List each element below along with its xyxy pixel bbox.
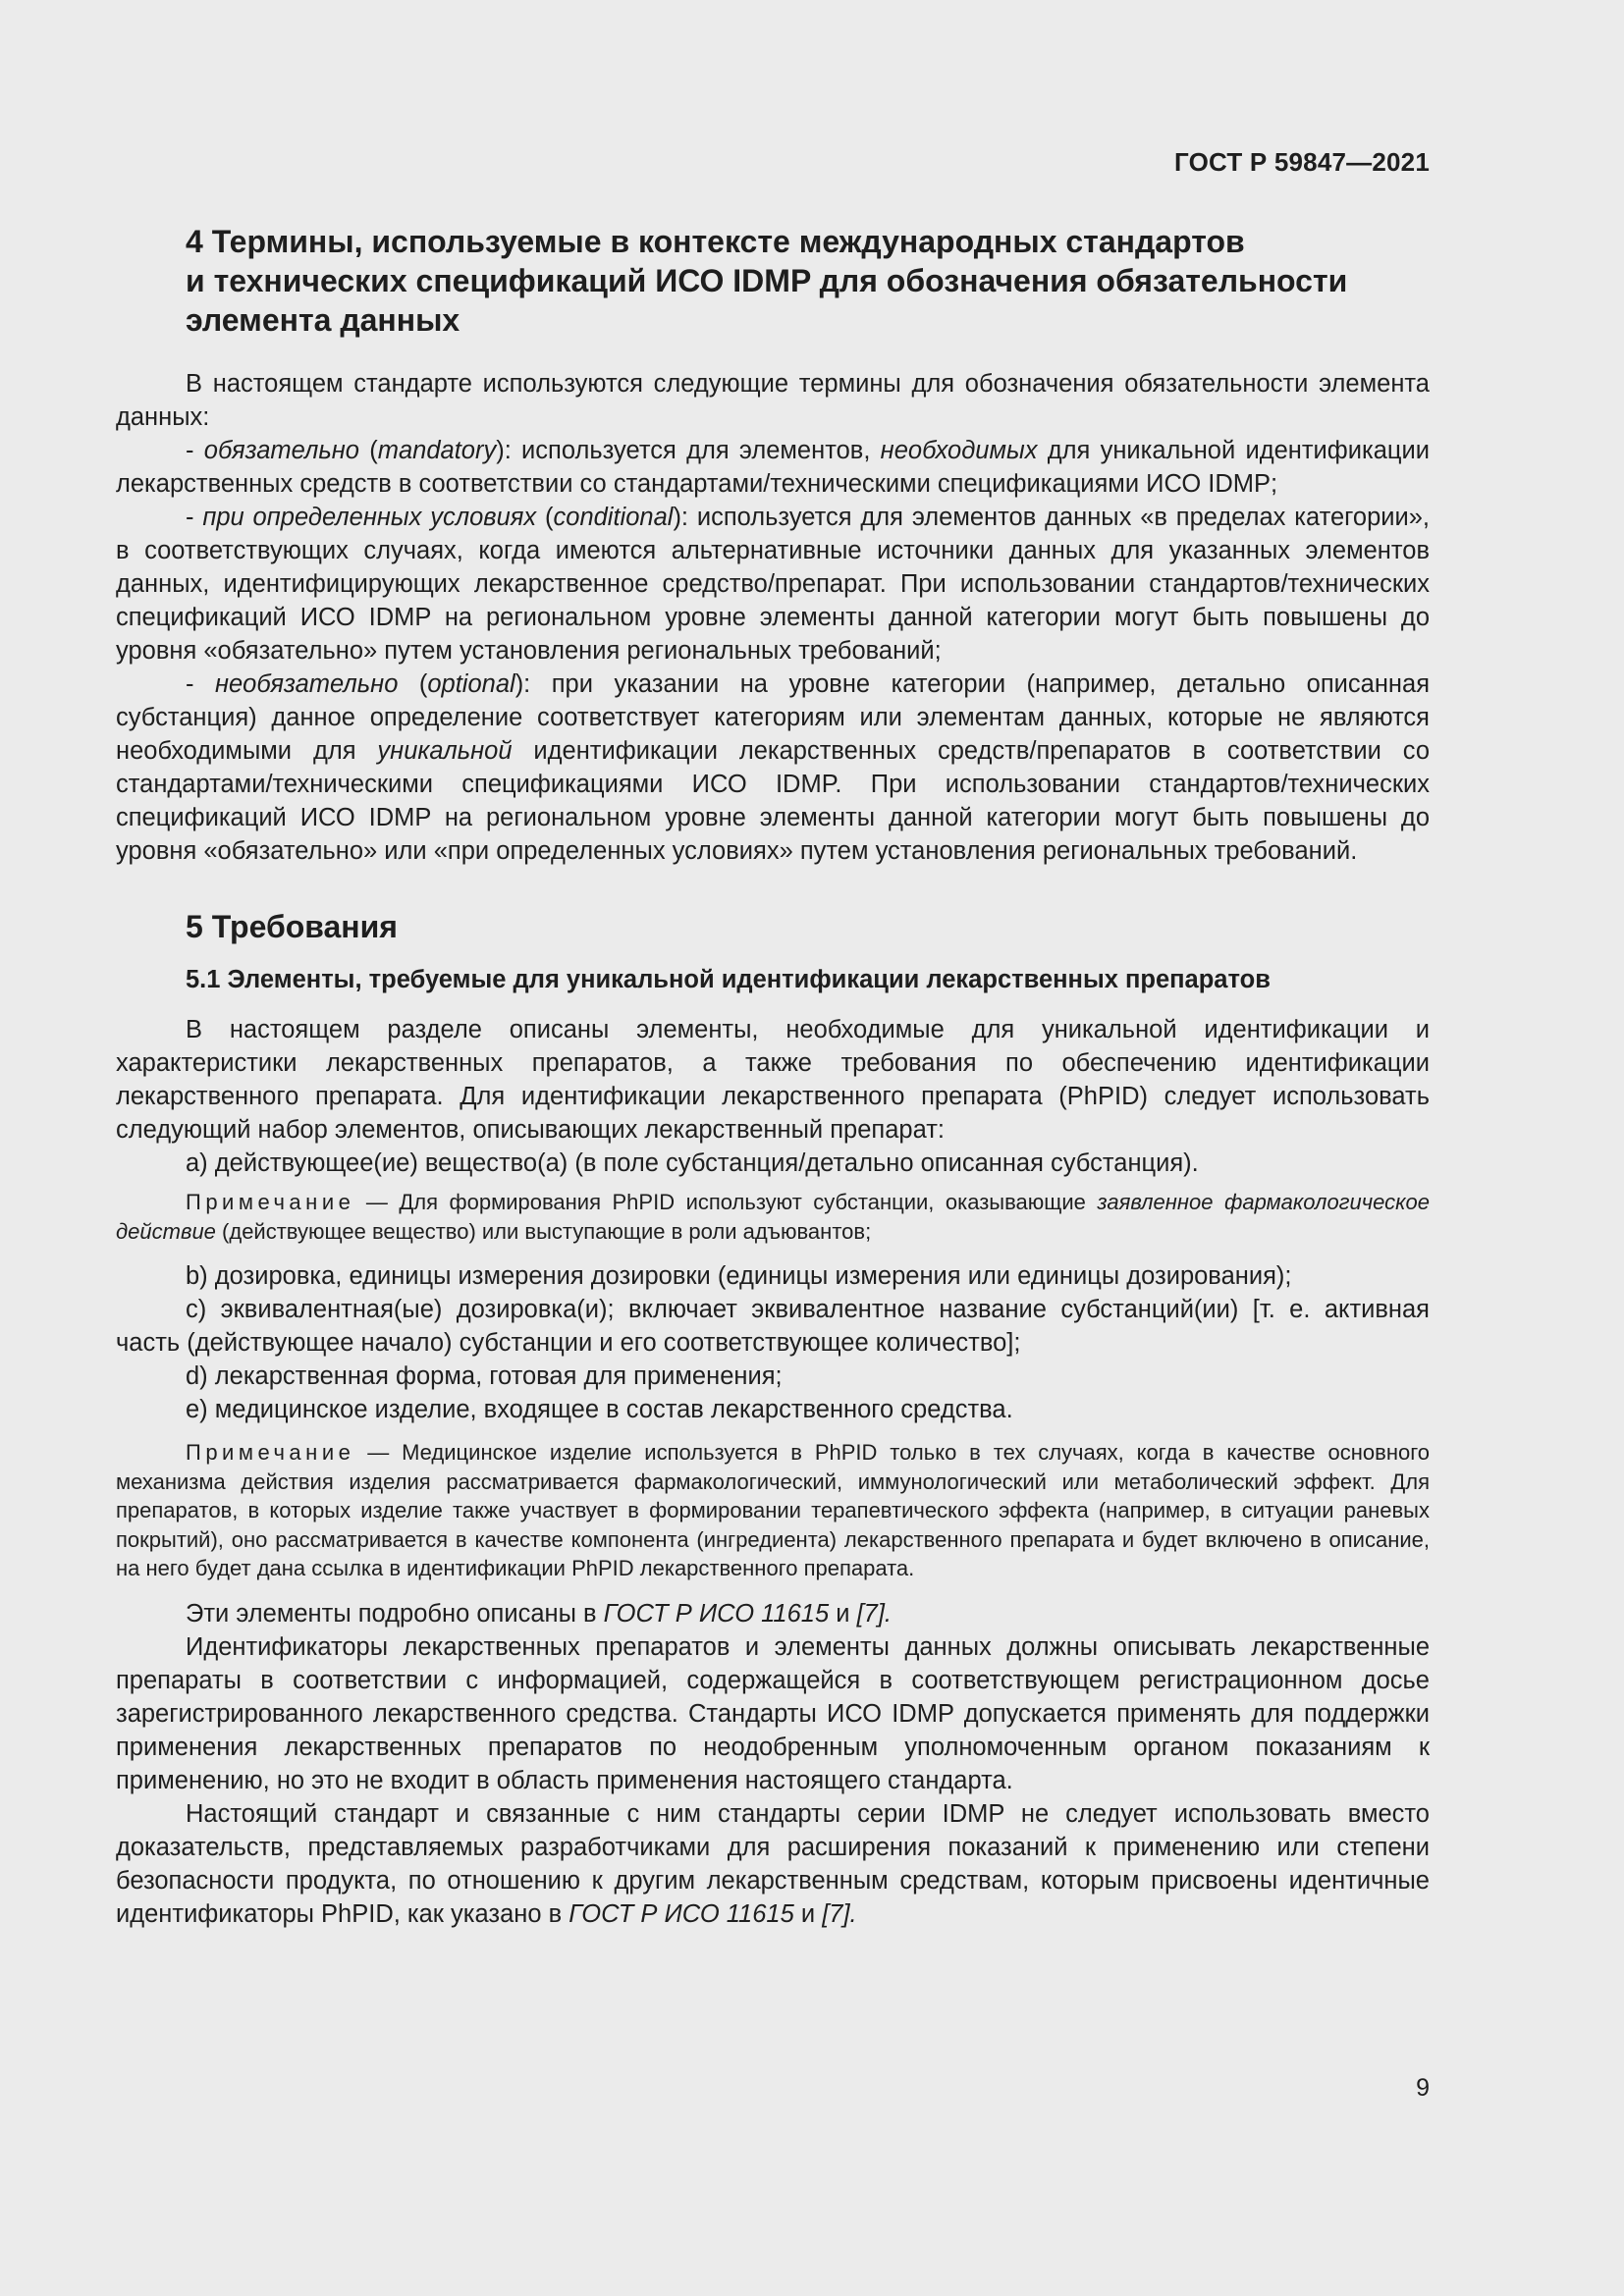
paren-open: ( <box>358 437 378 464</box>
section-4-title-line-1: 4 Термины, используемые в контексте международных стандартов <box>186 224 1245 259</box>
subsection-5-1-title: 5.1 Элементы, требуемые для уникальной идентификации лекарственных препаратов <box>186 966 1271 993</box>
term-text: ): при указании на уровне категории (например, детально описанная субстанция) данное определение соответствует категориям или элементам данных, которые не являются необходимыми для <box>116 670 1430 765</box>
list-item-c: c) эквивалентная(ые) дозировка(и); включает эквивалентное название субстанций(ии) [т. е. активная часть (действующее начало) субстанции и его соответствующее количество]; <box>116 1296 1430 1357</box>
dash: - <box>186 437 204 464</box>
dash: - <box>186 504 203 531</box>
section-4-title-line-2: и технических спецификаций ИСО IDMP для обозначения обязательности <box>186 263 1348 298</box>
term-text-rest: идентификации лекарственных средств/препаратов в соответствии со стандартами/техническими спецификациями ИСО IDMP. При использовании стандартов/технических спецификаций ИСО IDMP на региональном уровне элементы данной категории могут быть повышены до уровня «обязательно» или «при определенных условиях» путем установления региональных требований. <box>116 737 1430 865</box>
note-text: — Медицинское изделие используется в PhPID только в тех случаях, когда в качестве основного механизма действия изделия рассматривается фармакологический, иммунологический или метаболический эффект. Для препаратов, в которых изделие также участвует в формировании терапевтического эффекта (например, в ситуации раневых покрытий), оно рассматривается в качестве компонента (ингредиента) лекарственного препарата и будет включено в описание, на него будет дана ссылка в идентификации PhPID лекарственного препарата. <box>116 1440 1430 1580</box>
term-emphasis: уникальной <box>377 737 513 765</box>
paren-open: ( <box>398 670 428 698</box>
list-item-d: d) лекарственная форма, готовая для применения; <box>186 1362 783 1390</box>
term-english: mandatory <box>377 437 497 464</box>
section-5-paragraph-1: В настоящем разделе описаны элементы, необходимые для уникальной идентификации и характеристики лекарственных препаратов, а также требования по обеспечению идентификации лекарственного препарата. Для идентификации лекарственного препарата (PhPID) следует использовать следующий набор элементов, описывающих лекарственный препарат: <box>116 1016 1430 1144</box>
section-4-intro: В настоящем стандарте используются следующие термины для обозначения обязательности элемента данных: <box>116 370 1430 431</box>
section-5-paragraph-3: Идентификаторы лекарственных препаратов и элементы данных должны описывать лекарственные препараты в соответствии с информацией, содержащейся в соответствующем регистрационном досье зарегистрированного лекарственного средства. Стандарты ИСО IDMP допускается применять для поддержки применения лекарственных препаратов по неодобренным уполномоченным органом показаниям к применению, но это не входит в область применения настоящего стандарта. <box>116 1632 1430 1794</box>
page-content <box>116 222 1430 1931</box>
list-item-a: a) действующее(ие) вещество(а) (в поле субстанция/детально описанная субстанция). <box>186 1149 1199 1177</box>
document-page <box>116 0 1430 2296</box>
term-name: при определенных условиях <box>202 504 537 531</box>
reference-gost: ГОСТ Р ИСО 11615 <box>568 1899 794 1928</box>
list-item-b: b) дозировка, единицы измерения дозировки (единицы измерения или единицы дозирования); <box>186 1262 1292 1290</box>
paragraph-text: Настоящий стандарт и связанные с ним стандарты серии IDMP не следует использовать вместо доказательств, представляемых разработчиками для расширения показаний к применению или степени безопасности продукта, по отношению к другим лекарственным средствам, которым присвоены идентичные идентификаторы PhPID, как указано в <box>116 1799 1430 1928</box>
conjunction: и <box>793 1899 823 1928</box>
section-5-paragraph-2 <box>116 1597 1430 1630</box>
note-label: Примечание <box>186 1190 355 1214</box>
dash: - <box>186 670 215 698</box>
reference-gost: ГОСТ Р ИСО 11615 <box>603 1599 830 1628</box>
term-emphasis: необходимых <box>880 437 1038 464</box>
section-5-title: 5 Требования <box>186 909 398 944</box>
term-conditional <box>116 501 1430 667</box>
term-text-rest: для уникальной идентификации лекарственных средств в соответствии со стандартами/техническими спецификациями ИСО IDMP; <box>116 437 1431 498</box>
term-text-rest: ): используется для элементов данных «в пределах категории», в соответствующих случаях, когда имеются альтернативные источники данных для указанных элементов данных, идентифицирующих лекарственное средство/препарат. При использовании стандартов/технических спецификаций ИСО IDMP на региональном уровне элементы данной категории могут быть повышены до уровня «обязательно» путем установления региональных требований; <box>116 504 1431 665</box>
term-text: ): используется для элементов, <box>496 437 881 464</box>
note-label: Примечание <box>186 1440 355 1465</box>
section-4-title <box>116 222 1430 340</box>
paren-open: ( <box>536 504 554 531</box>
note-2 <box>116 1438 1430 1583</box>
term-name: необязательно <box>214 670 399 698</box>
paragraph-text: Эти элементы подробно описаны в <box>186 1599 604 1628</box>
section-4-title-line-3: элемента данных <box>186 302 460 338</box>
page-number: 9 <box>1416 2074 1430 2102</box>
reference-bibliography: [7]. <box>856 1599 893 1628</box>
list-item-e: e) медицинское изделие, входящее в состав лекарственного средства. <box>186 1396 1013 1423</box>
term-name: обязательно <box>203 437 359 464</box>
term-english: optional <box>427 670 515 698</box>
standard-designation: ГОСТ Р 59847—2021 <box>1174 147 1430 177</box>
term-english: conditional <box>553 504 674 531</box>
conjunction: и <box>829 1599 857 1628</box>
note-emphasis: заявленное фармакологическое действие <box>116 1190 1430 1244</box>
term-optional <box>116 667 1430 868</box>
note-text: — Для формирования PhPID используют субстанции, оказывающие <box>354 1190 1098 1214</box>
section-5-paragraph-4 <box>116 1797 1430 1931</box>
note-text-rest: (действующее вещество) или выступающие в роли адъювантов; <box>215 1218 872 1244</box>
term-mandatory <box>116 434 1430 501</box>
reference-bibliography: [7]. <box>822 1899 857 1928</box>
note-1 <box>116 1188 1430 1246</box>
